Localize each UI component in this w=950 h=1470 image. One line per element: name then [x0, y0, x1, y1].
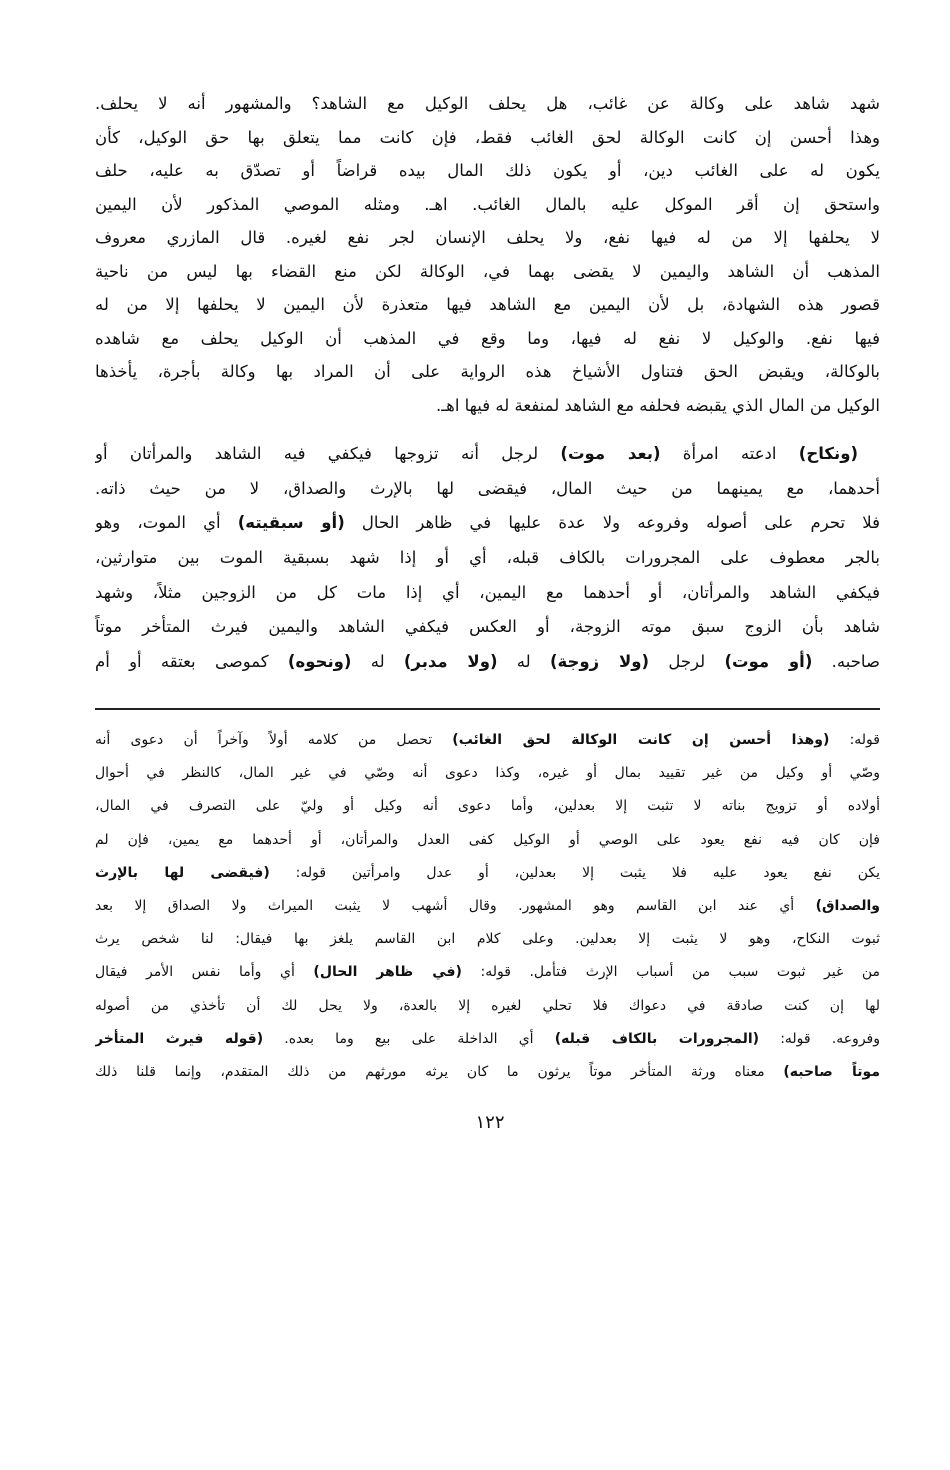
text-segment: له: [351, 652, 404, 672]
text-segment: صاحبه.: [812, 652, 880, 672]
text-segment: أي الموت، وهو: [95, 513, 238, 533]
text-segment: بالوكالة، ويقبض الحق فتناول الأشياخ هذه الرواية على أن المراد بها وكالة بأجرة، يأخذها: [95, 362, 880, 381]
bold-quoted-term: (في ظاهر الحال): [313, 964, 462, 981]
text-segment: المذهب أن الشاهد واليمين لا يقضى بهما في، الوكالة لكن منع القضاء بها ليس من ناحية: [95, 261, 880, 281]
text-line: [95, 437, 880, 472]
text-line: [95, 389, 880, 423]
text-line: [95, 506, 880, 541]
text-segment: له: [497, 652, 550, 672]
bold-quoted-term: (وهذا أحسن إن كانت الوكالة لحق الغائب): [452, 732, 830, 748]
bold-quoted-term: والصداق): [815, 897, 880, 914]
text-segment: فلا تحرم على أصوله وفروعه ولا عدة عليها في ظاهر الحال: [344, 513, 880, 533]
text-segment: تحصل من كلامه أولاً وآخراً أن دعوى أنه: [95, 732, 453, 748]
text-line: [95, 724, 880, 757]
text-line: [95, 541, 880, 576]
text-segment: أحدهما، مع يمينهما من حيث المال، فيقضى لها بالإرث والصداق، لا من حيث ذاته.: [95, 478, 880, 498]
text-segment: قصور هذه الشهادة، بل لأن اليمين مع الشاهد فيها متعذرة لأن اليمين لا يحلفها إلا من له: [95, 295, 880, 314]
footnote-separator-rule: [95, 708, 880, 710]
text-segment: يكن نفع يعود عليه فلا يثبت إلا بعدلين، أو عدل وامرأتين قوله:: [269, 864, 880, 881]
text-segment: فيكفي الشاهد والمرأتان، أو أحدهما مع اليمين، أي إذا مات كل من الزوجين مثلاً، وشهد: [95, 582, 880, 602]
text-segment: وفروعه. قوله:: [759, 1030, 880, 1047]
text-line: [95, 1023, 880, 1056]
text-segment: لا يحلفها إلا من له فيها نفع، ولا يحلف الإنسان لجر نفع لغيره. قال المازري معروف: [95, 228, 880, 247]
bold-quoted-term: (فيقضى لها بالإرث: [95, 864, 270, 881]
text-line: [95, 645, 880, 680]
text-line: [95, 288, 880, 322]
bold-quoted-term: (ونكاح): [798, 444, 858, 463]
text-line: [95, 923, 880, 956]
bold-quoted-term: (بعد موت): [560, 444, 661, 463]
text-segment: شاهد بأن الزوج سبق موته الزوجة، أو العكس فيكفي الشاهد واليمين فيرث المتأخر موتاً: [95, 617, 880, 637]
text-segment: أي عند ابن القاسم وهو المشهور. وقال أشهب لا يثبت الميراث ولا الصداق إلا بعد: [95, 897, 816, 914]
text-line: [95, 255, 880, 289]
text-line: [95, 121, 880, 155]
text-segment: يكون له على الغائب دين، أو يكون ذلك المال بيده قراضاً أو تصدّق به عليه، حلف: [95, 161, 880, 180]
text-segment: بالجر معطوف على المجرورات بالكاف قبله، أي أو إذا شهد بسبقية الموت بين متوارثين،: [95, 548, 880, 568]
text-segment: شهد شاهد على وكالة عن غائب، هل يحلف الوكيل مع الشاهد؟ والمشهور أنه لا يحلف.: [95, 94, 880, 113]
text-line: [95, 757, 880, 790]
bold-quoted-term: (ولا مدبر): [403, 652, 498, 672]
text-segment: قوله:: [829, 732, 880, 748]
bold-quoted-term: (المجرورات بالكاف قبله): [554, 1030, 760, 1047]
text-line: [95, 790, 880, 823]
main-text-paragraph-2: [95, 437, 880, 680]
text-segment: لرجل أنه تزوجها فيكفي فيه الشاهد والمرأتان أو: [95, 444, 561, 463]
text-line: [95, 87, 880, 121]
text-segment: واستحق إن أقر الموكل عليه بالمال الغائب. اهـ. ومثله الموصي المذكور لأن اليمين: [95, 194, 880, 214]
text-segment: الوكيل من المال الذي يقبضه فحلفه مع الشاهد لمنفعة له فيها اهـ.: [436, 395, 880, 415]
text-segment: فيها نفع. والوكيل لا نفع له فيها، وما وقع في المذهب أن الوكيل يحلف مع شاهده: [95, 328, 880, 348]
text-segment: كموصى بعتقه أو أم: [95, 652, 288, 672]
page-number: ١٢٢: [475, 1112, 505, 1133]
text-line: [95, 890, 880, 923]
text-line: [95, 472, 880, 507]
text-line: [95, 188, 880, 222]
text-segment: لرجل: [649, 652, 725, 672]
text-segment: معناه ورثة المتأخر موتاً يرثون ما كان يرثه مورثهم من ذلك المتقدم، وإنما قلنا ذلك: [95, 1063, 784, 1080]
bold-quoted-term: (ولا زوجة): [549, 652, 650, 672]
text-segment: أولاده أو تزويج بناته لا تثبت إلا بعدلين، وأما دعوى أنه وكيل أو وليّ على التصرف في المال،: [95, 798, 880, 815]
text-segment: فإن كان فيه نفع يعود على الوصي أو الوكيل كفى العدل والمرأتان، أو أحدهما مع يمين، فإن لم: [95, 831, 880, 848]
text-segment: ادعته امرأة: [660, 444, 799, 463]
text-line: [95, 355, 880, 389]
text-segment: من غير ثبوت سبب من أسباب الإرث فتأمل. قوله:: [461, 964, 880, 981]
text-segment: أي وأما نفس الأمر فيقال: [95, 964, 314, 981]
bold-quoted-term: موتاً صاحبه): [783, 1063, 880, 1080]
text-segment: وهذا أحسن إن كانت الوكالة لحق الغائب فقط، فإن كانت مما يتعلق بها حق الوكيل، كأن: [95, 127, 880, 147]
text-line: [95, 857, 880, 890]
text-line: [95, 956, 880, 989]
bold-quoted-term: (قوله فيرث المتأخر: [95, 1030, 264, 1047]
bold-quoted-term: (أو سبقيته): [237, 513, 345, 533]
text-line: [95, 576, 880, 611]
text-line: [95, 824, 880, 857]
text-line: [95, 1056, 880, 1089]
text-line: [95, 322, 880, 356]
bold-quoted-term: (أو موت): [724, 652, 813, 672]
text-segment: أي الداخلة على بيع وما بعده.: [263, 1030, 555, 1047]
footnotes: [95, 724, 880, 1089]
text-line: [95, 154, 880, 188]
text-line: [95, 221, 880, 255]
text-line: [95, 990, 880, 1023]
main-text-paragraph-1: [95, 87, 880, 422]
bold-quoted-term: (ونحوه): [287, 652, 352, 672]
text-segment: ثبوت النكاح، وهو لا يثبت إلا بعدلين. وعلى كلام ابن القاسم يلغز بها فيقال: لنا شخص يرث: [95, 931, 880, 948]
text-segment: وصّي أو وكيل من غير تقييد بمال أو غيره، وكذا دعوى أنه وصّي في غير المال، كالنظر في أحوال: [95, 765, 880, 782]
text-segment: لها إن كنت صادقة في دعواك فلا تحلي لغيره إلا بالعدة، ولا يحل لك أن تأخذي من أصوله: [95, 997, 880, 1014]
text-line: [95, 610, 880, 645]
